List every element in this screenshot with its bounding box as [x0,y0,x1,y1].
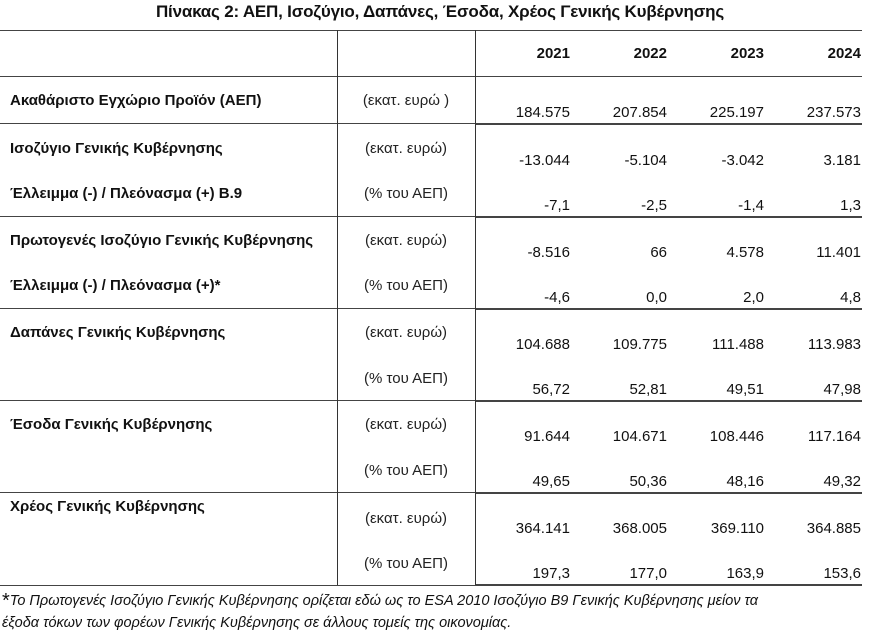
row-label: Ακαθάριστο Εγχώριο Προϊόν (ΑΕΠ) [10,92,262,109]
value-2024: 1,3 [840,197,861,214]
row-unit: (% του ΑΕΠ) [364,555,448,572]
value-2024: 47,98 [823,381,861,398]
value-2024: 49,32 [823,473,861,490]
value-2021: 104.688 [515,336,570,353]
row-unit: (εκατ. ευρώ) [364,416,448,433]
table-bottom-border [0,585,475,586]
value-2021: -13.044 [519,152,570,169]
row-unit: (εκατ. ευρώ) [364,324,448,341]
value-2021: -8.516 [527,244,570,261]
footnote-text-1: Το Πρωτογενές Ισοζύγιο Γενικής Κυβέρνησης ορίζεται εδώ ως το ESA 2010 Ισοζύγιο B9 Γενικής Κυβέρνησης μείον τα [9,593,759,609]
table-bottom-border [475,584,862,586]
row-unit: (εκατ. ευρώ) [364,140,448,157]
value-2023: 163,9 [726,565,764,582]
row-unit: (% του ΑΕΠ) [364,277,448,294]
value-2024: 117.164 [807,428,861,445]
value-2023: 225.197 [709,104,764,121]
row-unit: (% του ΑΕΠ) [364,462,448,479]
row-unit: (% του ΑΕΠ) [364,370,448,387]
value-2024: 4,8 [840,289,861,306]
value-2022: 104.671 [612,428,667,445]
value-2023: 49,51 [726,381,764,398]
row-divider [0,216,475,217]
row-divider [475,400,862,402]
row-label: Δαπάνες Γενικής Κυβέρνησης [10,324,226,341]
column-divider [337,30,338,585]
row-divider [0,308,475,309]
row-label: Έσοδα Γενικής Κυβέρνησης [10,416,213,433]
column-header-2022: 2022 [633,45,667,62]
row-divider [0,492,475,493]
footnote-line-2: έξοδα τόκων των φορέων Γενικής Κυβέρνησης σε άλλους τομείς της οικονομίας. [2,615,512,631]
value-2021: 364.141 [515,520,570,537]
column-header-2021: 2021 [536,45,570,62]
value-2022: 368.005 [612,520,667,537]
value-2023: -1,4 [738,197,764,214]
value-2022: 0,0 [646,289,667,306]
row-label: Έλλειμμα (-) / Πλεόνασμα (+)* [10,277,221,294]
value-2023: 108.446 [709,428,764,445]
row-divider [0,123,475,124]
table-top-border [0,30,862,31]
table-title: Πίνακας 2: ΑΕΠ, Ισοζύγιο, Δαπάνες, Έσοδα, Χρέος Γενικής Κυβέρνησης [155,2,724,21]
column-header-2023: 2023 [730,45,764,62]
value-2021: -4,6 [544,289,570,306]
row-label: Πρωτογενές Ισοζύγιο Γενικής Κυβέρνησης [10,232,314,249]
column-divider [475,30,476,585]
value-2022: -2,5 [641,197,667,214]
row-unit: (εκατ. ευρώ ) [362,92,450,109]
row-divider [475,123,862,125]
value-2023: 369.110 [710,520,764,537]
value-2022: 177,0 [629,565,667,582]
value-2024: 3.181 [823,152,861,169]
value-2022: 66 [650,244,667,261]
row-unit: (εκατ. ευρώ) [364,510,448,527]
row-divider [475,216,862,218]
footnote [2,590,880,634]
value-2023: 2,0 [743,289,764,306]
row-label: Χρέος Γενικής Κυβέρνησης [10,498,205,515]
value-2023: 111.488 [712,336,764,353]
value-2022: 207.854 [612,104,667,121]
value-2024: 11.401 [816,244,861,261]
row-divider [475,308,862,310]
value-2021: 184.575 [515,104,570,121]
value-2024: 113.983 [807,336,861,353]
row-label: Έλλειμμα (-) / Πλεόνασμα (+) Β.9 [10,185,243,202]
value-2024: 237.573 [806,104,861,121]
value-2021: -7,1 [544,197,570,214]
column-header-2024: 2024 [827,45,861,62]
value-2021: 91.644 [524,428,570,445]
row-divider [475,492,862,494]
value-2022: 109.775 [612,336,667,353]
value-2023: 48,16 [726,473,764,490]
value-2021: 49,65 [532,473,570,490]
footnote-marker: * [2,590,10,612]
value-2024: 364.885 [806,520,861,537]
value-2023: -3.042 [721,152,764,169]
value-2024: 153,6 [823,565,861,582]
row-divider [0,400,475,401]
footnote-line-1 [2,590,880,612]
value-2021: 197,3 [532,565,570,582]
value-2022: -5.104 [624,152,667,169]
value-2022: 50,36 [629,473,667,490]
header-bottom-border [0,76,862,77]
value-2022: 52,81 [629,381,667,398]
row-unit: (% του ΑΕΠ) [364,185,448,202]
value-2023: 4.578 [726,244,764,261]
row-unit: (εκατ. ευρώ) [364,232,448,249]
row-label: Ισοζύγιο Γενικής Κυβέρνησης [10,140,223,157]
value-2021: 56,72 [532,381,570,398]
